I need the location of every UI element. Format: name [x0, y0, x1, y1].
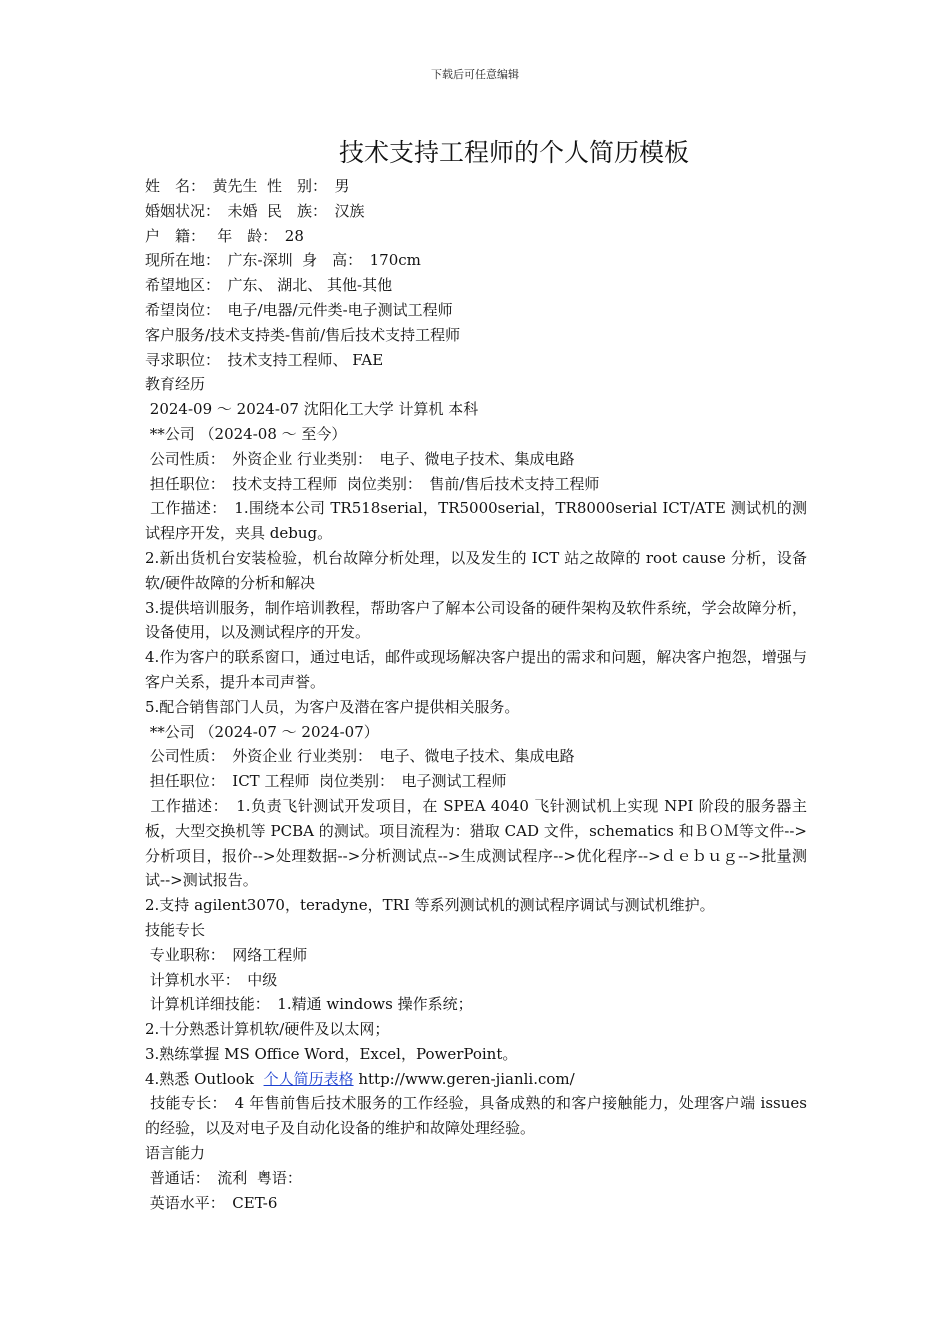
outlook-url: http://www.geren-jianli.com/: [353, 1069, 575, 1088]
resume-line: 普通话： 流利 粤语：: [145, 1168, 302, 1187]
resume-line: **公司 （2024-07 ～ 2024-07）: [145, 722, 379, 741]
resume-line: 计算机水平： 中级: [145, 970, 278, 989]
resume-line: 户 籍： 年 龄： 28: [145, 226, 304, 245]
resume-line: 专业职称： 网络工程师: [145, 945, 308, 964]
resume-line: 英语水平： CET-6: [145, 1193, 278, 1212]
resume-line: **公司 （2024-08 ～ 至今）: [145, 424, 347, 443]
resume-template-link[interactable]: 个人简历表格: [263, 1069, 354, 1088]
resume-line: 担任职位： ICT 工程师 岗位类别： 电子测试工程师: [145, 772, 507, 791]
outlook-line: [145, 1067, 807, 1092]
resume-line: 3.提供培训服务，制作培训教程，帮助客户了解本公司设备的硬件架构及软件系统，学会故障分析，设备使用，以及测试程序的开发。: [145, 598, 807, 642]
resume-line: 姓 名： 黄先生 性 别： 男: [145, 177, 350, 195]
resume-line: 担任职位： 技术支持工程师 岗位类别： 售前/售后技术支持工程师: [145, 474, 600, 493]
resume-line: 婚姻状况： 未婚 民 族： 汉族: [145, 201, 365, 220]
section-heading-skills: 技能专长: [145, 920, 206, 939]
resume-line: 寻求职位： 技术支持工程师、 FAE: [145, 350, 384, 369]
resume-line: 计算机详细技能： 1.精通 windows 操作系统；: [145, 995, 473, 1014]
document-title: 技术支持工程师的个人简历模板: [338, 138, 689, 167]
header-note: 下载后可任意编辑: [431, 68, 519, 81]
resume-body: [145, 174, 812, 1215]
resume-line: 客户服务/技术支持类-售前/售后技术支持工程师: [145, 325, 461, 344]
section-heading-language: 语言能力: [145, 1144, 206, 1163]
resume-line: 5.配合销售部门人员，为客户及潜在客户提供相关服务。: [145, 697, 520, 716]
resume-line: 2024-09 ～ 2024-07 沈阳化工大学 计算机 本科: [145, 400, 479, 419]
resume-line: 公司性质： 外资企业 行业类别： 电子、微电子技术、集成电路: [145, 449, 575, 468]
resume-line: 公司性质： 外资企业 行业类别： 电子、微电子技术、集成电路: [145, 747, 575, 766]
resume-line: 技能专长： 4 年售前售后技术服务的工作经验，具备成熟的和客户接触能力，处理客户端 issues 的经验，以及对电子及自动化设备的维护和故障处理经验。: [145, 1094, 812, 1138]
resume-line: 工作描述： 1.负责飞针测试开发项目，在 SPEA 4040 飞针测试机上实现 NPI 阶段的服务器主板，大型交换机等 PCBA 的测试。项目流程为：猎取 CAD 文件，schematics 和ＢＯＭ等文件-->分析项目，报价-->处理数据-->分析测试点-->生成测试程序-->优化程序-->ｄｅｂｕｇ-->批量测试-->测试报告。: [145, 796, 807, 890]
section-heading-education: 教育经历: [145, 375, 206, 394]
resume-line: 希望岗位： 电子/电器/元件类-电子测试工程师: [145, 300, 453, 319]
resume-line: 4.作为客户的联系窗口，通过电话，邮件或现场解决客户提出的需求和问题，解决客户抱怨，增强与客户关系，提升本司声誉。: [145, 648, 807, 691]
resume-line: 工作描述： 1.围绕本公司 TR518serial，TR5000serial，TR8000serial ICT/ATE 测试机的测试程序开发，夹具 debug。: [145, 499, 807, 543]
resume-line: 现所在地： 广东-深圳 身 高： 170cm: [145, 251, 421, 270]
resume-line: 3.熟练掌握 MS Office Word，Excel，PowerPoint。: [145, 1044, 518, 1063]
resume-line: 2.新出货机台安装检验，机台故障分析处理，以及发生的 ICT 站之故障的 root cause 分析，设备软/硬件故障的分析和解决: [145, 548, 807, 592]
resume-line: 希望地区： 广东、 湖北、 其他-其他: [145, 276, 393, 295]
resume-line: 2.支持 agilent3070，teradyne，TRI 等系列测试机的测试程序调试与测试机维护。: [145, 896, 715, 915]
outlook-prefix: 4.熟悉 Outlook: [145, 1069, 264, 1088]
resume-line: 2.十分熟悉计算机软/硬件及以太网；: [145, 1020, 390, 1039]
